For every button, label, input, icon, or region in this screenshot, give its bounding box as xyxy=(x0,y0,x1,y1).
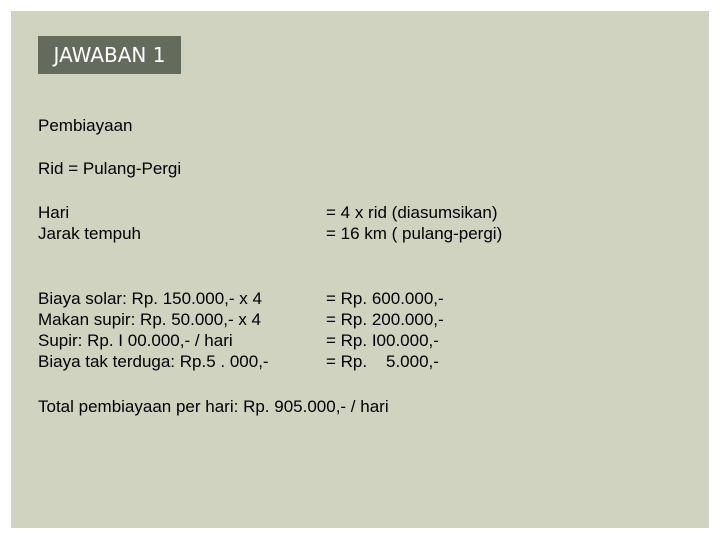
slide-title: JAWABAN 1 xyxy=(38,36,181,74)
slide xyxy=(11,11,709,528)
cost-value-supir: = Rp. I00.000,- xyxy=(326,331,439,350)
cost-label-makan: Makan supir: Rp. 50.000,- x 4 xyxy=(38,310,262,329)
trip-label-jarak: Jarak tempuh xyxy=(38,224,141,243)
trip-values xyxy=(326,202,502,244)
cost-value-tak-terduga: = Rp. 5.000,- xyxy=(326,352,439,371)
cost-labels xyxy=(38,288,269,372)
trip-value-hari: = 4 x rid (diasumsikan) xyxy=(326,203,498,222)
cost-value-solar: = Rp. 600.000,- xyxy=(326,289,444,308)
cost-values xyxy=(326,288,444,372)
trip-labels xyxy=(38,202,141,244)
cost-label-supir: Supir: Rp. I 00.000,- / hari xyxy=(38,331,233,350)
rid-definition: Rid = Pulang-Pergi xyxy=(38,159,182,178)
trip-value-jarak: = 16 km ( pulang-pergi) xyxy=(326,224,503,243)
cost-label-solar: Biaya solar: Rp. 150.000,- x 4 xyxy=(38,289,262,308)
heading-pembiayaan: Pembiayaan xyxy=(38,116,133,135)
cost-label-tak-terduga: Biaya tak terduga: Rp.5 . 000,- xyxy=(38,352,269,371)
cost-value-makan: = Rp. 200.000,- xyxy=(326,310,444,329)
total-line: Total pembiayaan per hari: Rp. 905.000,- / hari xyxy=(38,397,389,416)
trip-label-hari: Hari xyxy=(38,203,70,222)
